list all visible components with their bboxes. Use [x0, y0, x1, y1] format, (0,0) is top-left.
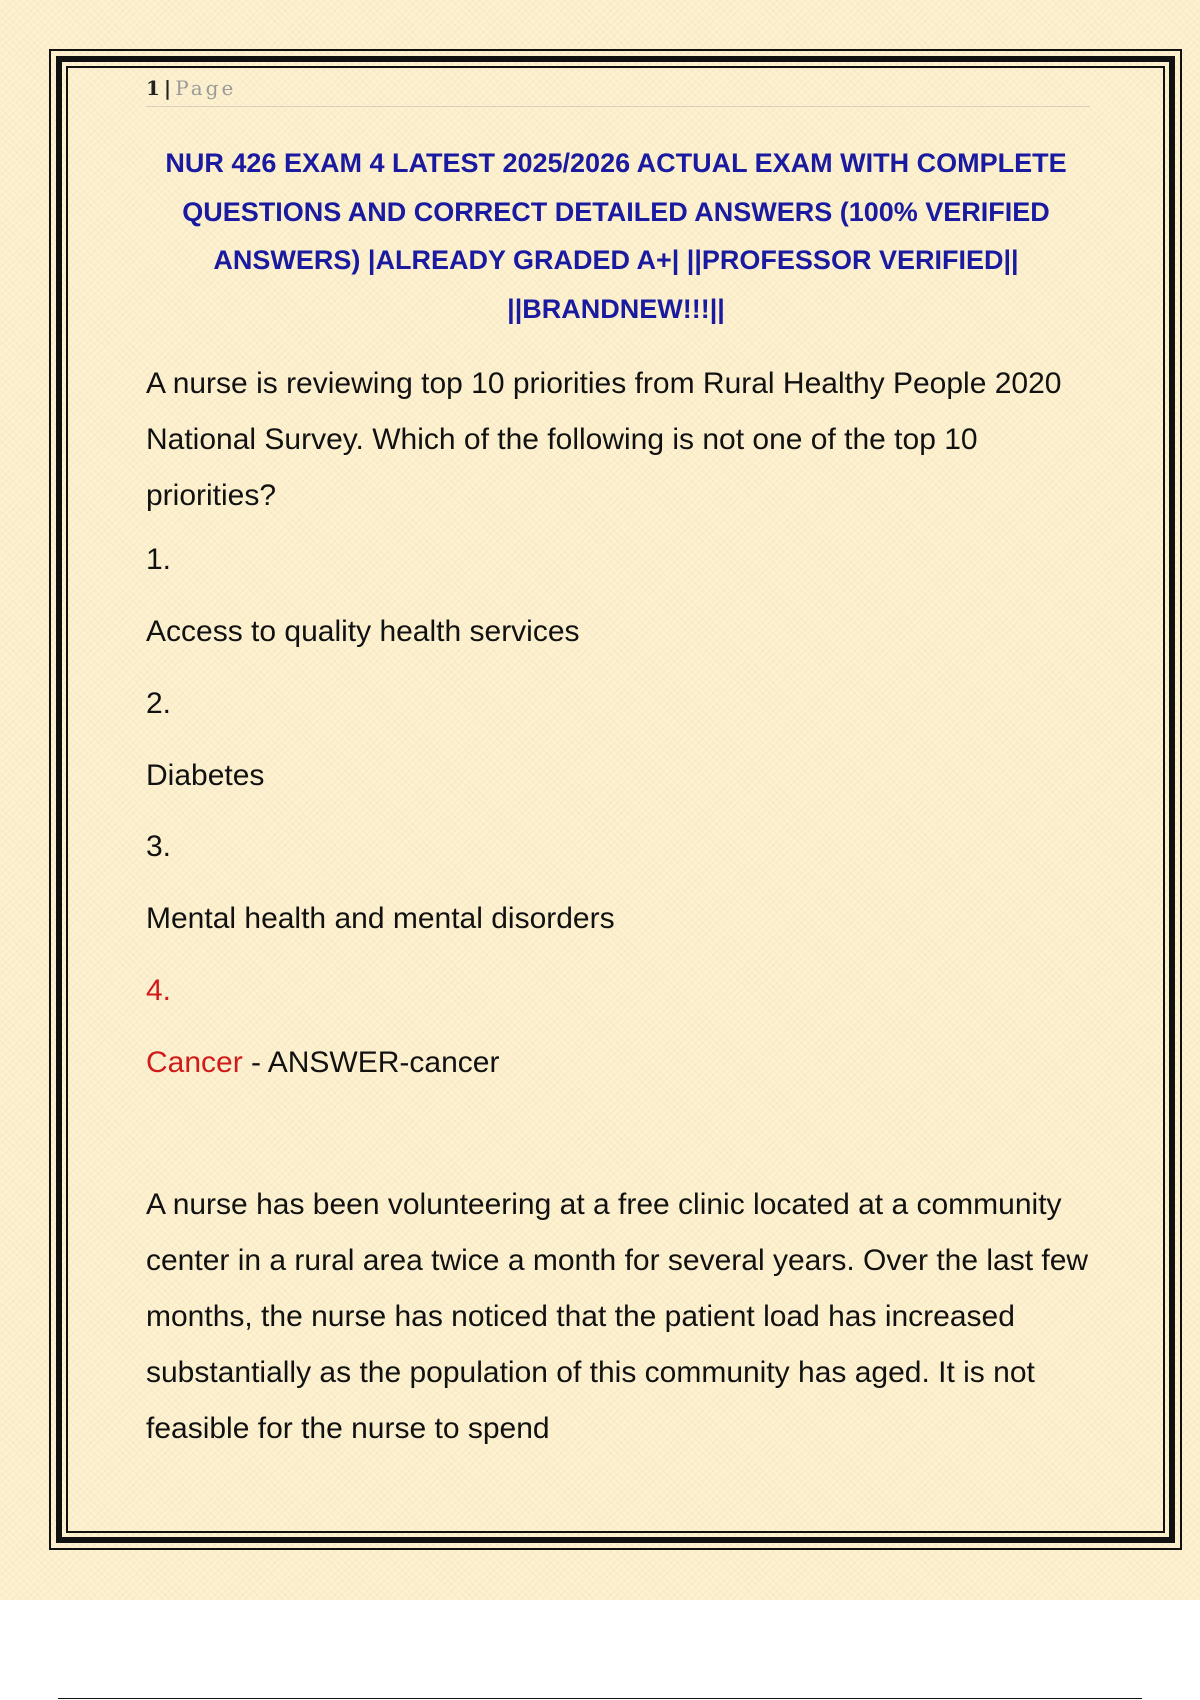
option-3-number: 3. — [146, 830, 172, 863]
option-4-number: 4. — [146, 974, 172, 1007]
question-2-text: A nurse has been volunteering at a free clinic located at a community center in a rural area twice a month for several years. Over the last few months, the nurse has noticed that the patient load has increased substantially as the population of this community has aged. It is not feasible for the nurse to spend — [146, 1188, 1089, 1445]
page-number: 1 — [146, 76, 160, 100]
page-label: Page — [175, 76, 237, 100]
option-1-number: 1. — [146, 543, 172, 576]
answer-key: - ANSWER-cancer — [242, 1046, 500, 1079]
footer-rule — [58, 1698, 1142, 1699]
option-1-text: Access to quality health services — [146, 615, 580, 648]
document-title: NUR 426 EXAM 4 LATEST 2025/2026 ACTUAL EXAM WITH COMPLETE QUESTIONS AND CORRECT DETAILED ANSWERS (100% VERIFIED ANSWERS) |ALREADY GRADED A+| ||PROFESSOR VERIFIED|| ||BRANDNEW!!!|| — [165, 148, 1067, 324]
page-header — [146, 74, 1090, 107]
question-1-text: A nurse is reviewing top 10 priorities from Rural Healthy People 2020 National Survey. Which of the following is not one of the top 10 priorities? — [146, 367, 1062, 512]
option-2-text: Diabetes — [146, 759, 265, 792]
option-3-text: Mental health and mental disorders — [146, 902, 615, 935]
answer-line — [146, 1045, 1090, 1081]
correct-option-text: Cancer — [146, 1046, 243, 1079]
option-2-number: 2. — [146, 687, 172, 720]
page-separator: | — [163, 76, 172, 100]
